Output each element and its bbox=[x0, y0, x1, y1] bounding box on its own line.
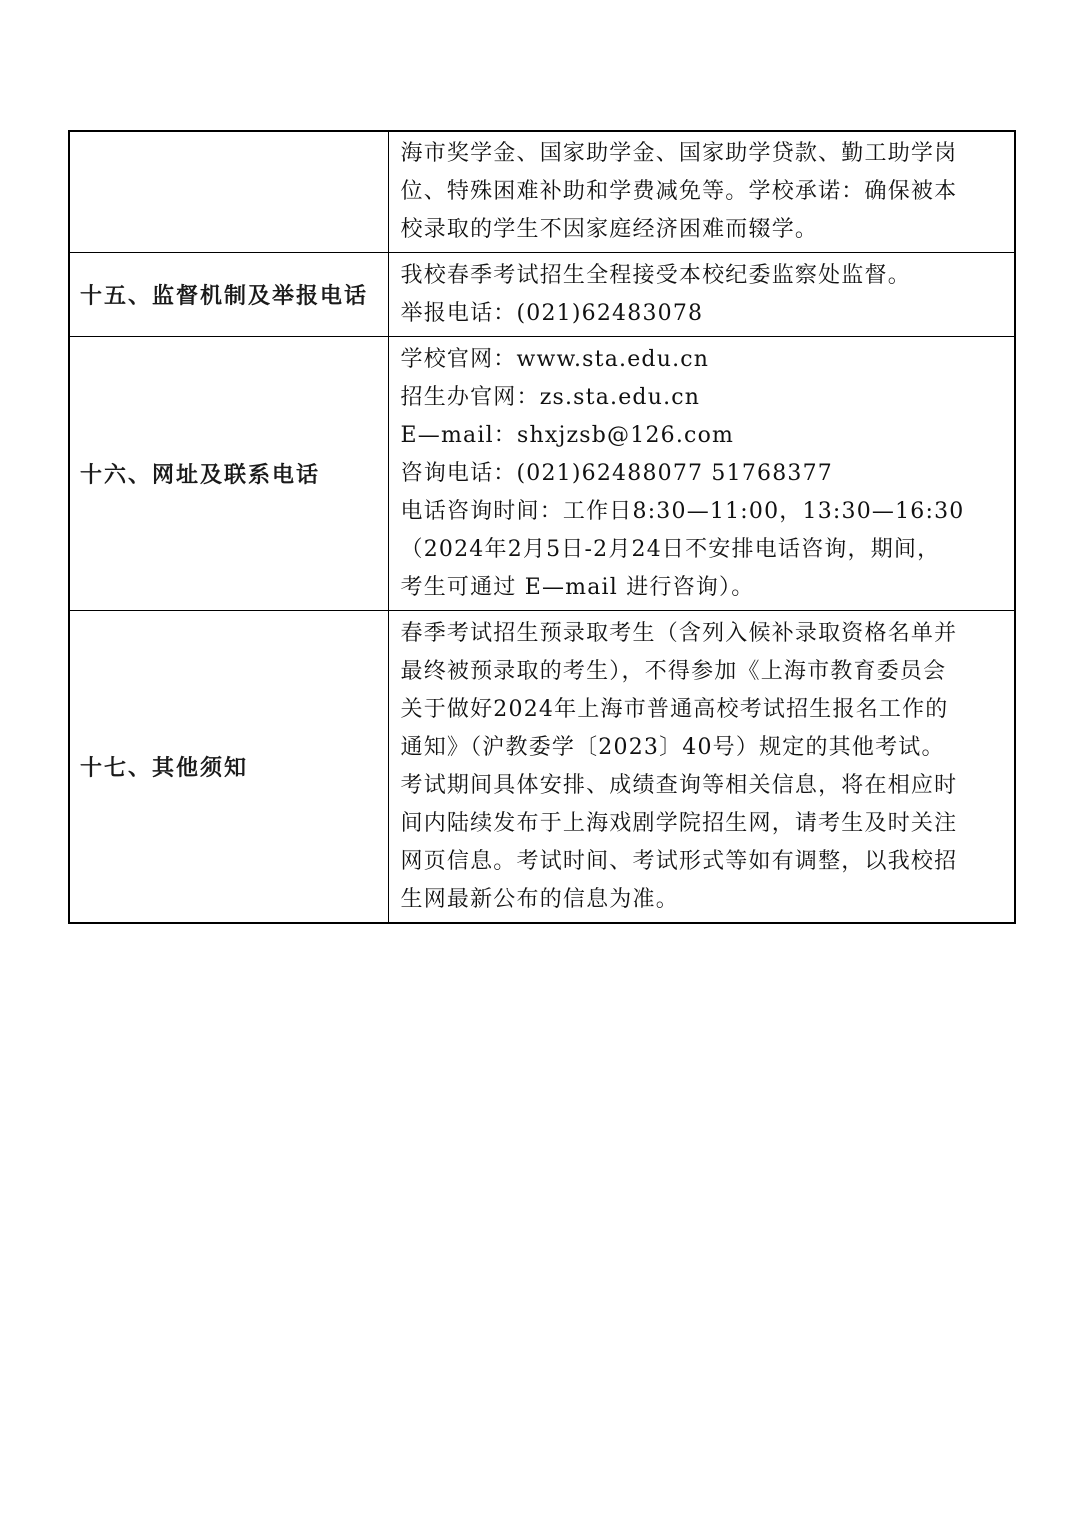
content-line: 考试期间具体安排、成绩查询等相关信息，将在相应时 bbox=[400, 772, 958, 798]
contact-email: E—mail：shxjzsb@126.com bbox=[400, 422, 735, 448]
content-line: 校录取的学生不因家庭经济困难而辍学。 bbox=[400, 217, 819, 242]
content-line: 最终被预录取的考生），不得参加《上海市教育委员会 bbox=[400, 658, 947, 684]
table-row bbox=[69, 131, 1015, 253]
table-row bbox=[69, 337, 1015, 611]
row-content-contact bbox=[388, 337, 1015, 611]
content-line: 春季考试招生预录取考生（含列入候补录取资格名单并 bbox=[400, 620, 958, 646]
content-line: 我校春季考试招生全程接受本校纪委监察处监督。 bbox=[400, 262, 911, 288]
content-line: 生网最新公布的信息为准。 bbox=[400, 886, 679, 912]
row-label bbox=[69, 131, 388, 253]
consult-hours: 电话咨询时间：工作日8:30—11:00，13:30—16:30 bbox=[400, 498, 965, 524]
row-content-notes bbox=[388, 611, 1015, 924]
row-content-supervision bbox=[388, 253, 1015, 337]
table-row bbox=[69, 611, 1015, 924]
row-label-contact: 十六、网址及联系电话 bbox=[69, 337, 388, 611]
content-line: 通知》（沪教委学〔2023〕40号）规定的其他考试。 bbox=[400, 734, 945, 760]
row-content bbox=[388, 131, 1015, 253]
admission-info-table bbox=[68, 130, 1016, 924]
row-label-notes: 十七、其他须知 bbox=[69, 611, 388, 924]
table-row bbox=[69, 253, 1015, 337]
content-line: 考生可通过 E—mail 进行咨询）。 bbox=[400, 574, 755, 600]
row-label-supervision: 十五、监督机制及举报电话 bbox=[69, 253, 388, 337]
report-phone: 举报电话：(021)62483078 bbox=[400, 300, 704, 326]
content-line: 间内陆续发布于上海戏剧学院招生网，请考生及时关注 bbox=[400, 810, 958, 836]
content-line: 位、特殊困难补助和学费减免等。学校承诺：确保被本 bbox=[400, 179, 958, 204]
content-line: 网页信息。考试时间、考试形式等如有调整，以我校招 bbox=[400, 848, 958, 874]
content-line: 海市奖学金、国家助学金、国家助学贷款、勤工助学岗 bbox=[400, 141, 958, 166]
school-website: 学校官网：www.sta.edu.cn bbox=[400, 346, 710, 372]
content-line: （2024年2月5日-2月24日不安排电话咨询，期间， bbox=[400, 536, 941, 562]
admissions-website: 招生办官网：zs.sta.edu.cn bbox=[400, 384, 701, 410]
content-line: 关于做好2024年上海市普通高校考试招生报名工作的 bbox=[400, 696, 949, 722]
consult-phone: 咨询电话：(021)62488077 51768377 bbox=[400, 460, 834, 486]
